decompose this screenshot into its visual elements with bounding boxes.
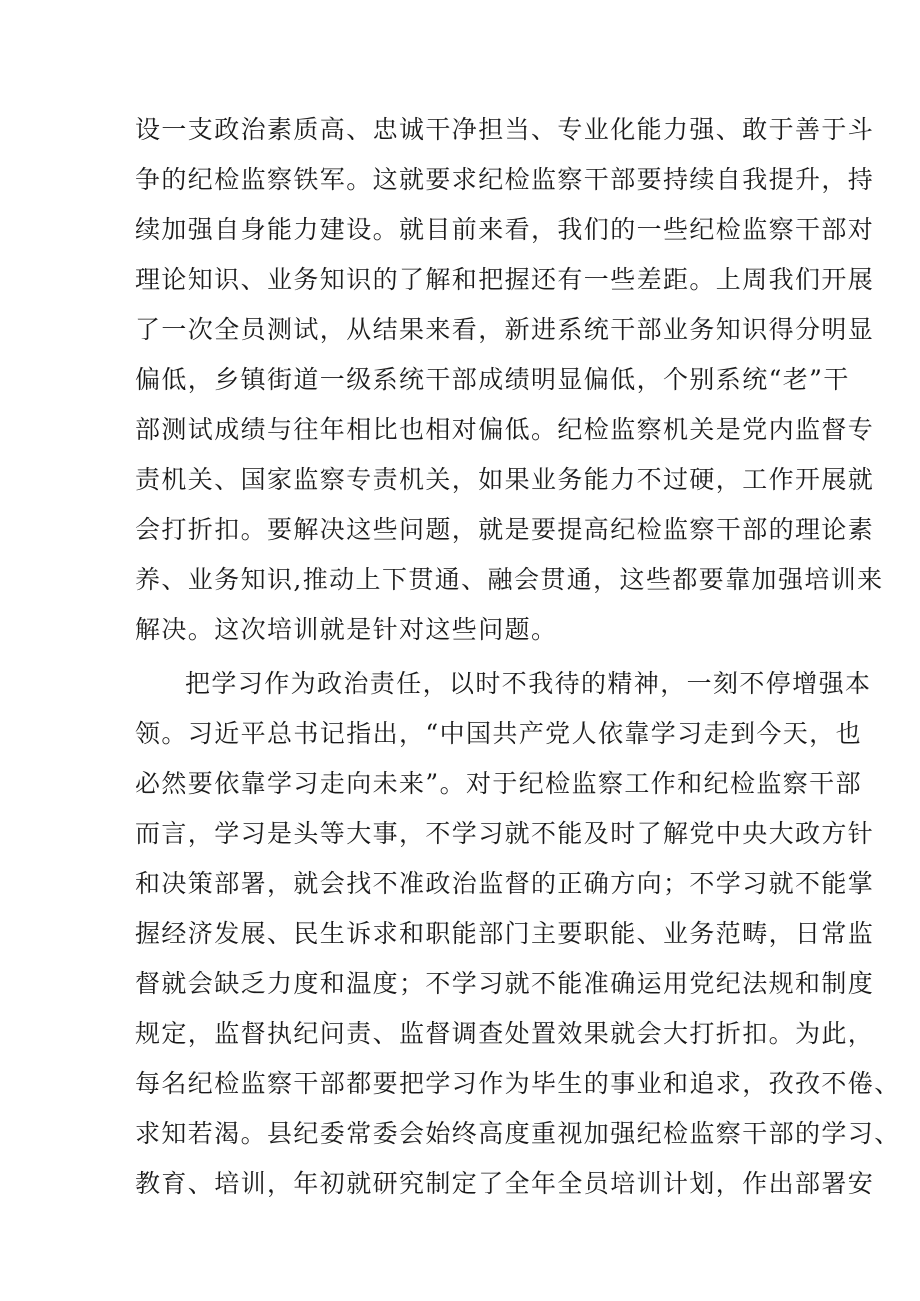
text-line-indented: 把学习作为政治责任，以时不我待的精神，一刻不停增强本 [185, 669, 872, 698]
text-line: 会打折扣。要解决这些问题，就是要提高纪检监察干部的理论素 [135, 515, 875, 544]
paragraph-2 [135, 659, 901, 1209]
text-line: 争的纪检监察铁军。这就要求纪检监察干部要持续自我提升，持 [135, 165, 875, 194]
text-line: 责机关、国家监察专责机关，如果业务能力不过硬，工作开展就 [135, 465, 875, 494]
text-line: 理论知识、业务知识的了解和把握还有一些差距。上周我们开展 [135, 265, 875, 294]
document-body [135, 105, 901, 1209]
text-line: 教育、培训，年初就研究制定了全年全员培训计划，作出部署安 [135, 1169, 875, 1198]
text-line: 督就会缺乏力度和温度；不学习就不能准确运用党纪法规和制度 [135, 969, 875, 998]
text-line: 续加强自身能力建设。就目前来看，我们的一些纪检监察干部对 [135, 215, 875, 244]
text-line: 必然要依靠学习走向未来”。对于纪检监察工作和纪检监察干部 [135, 769, 862, 798]
text-line: 每名纪检监察干部都要把学习作为毕生的事业和追求，孜孜不倦、 [135, 1069, 901, 1098]
text-line: 求知若渴。县纪委常委会始终高度重视加强纪检监察干部的学习、 [135, 1119, 901, 1148]
text-line: 设一支政治素质高、忠诚干净担当、专业化能力强、敢于善于斗 [135, 115, 875, 144]
text-line: 而言，学习是头等大事，不学习就不能及时了解党中央大政方针 [135, 819, 875, 848]
text-line: 领。习近平总书记指出，“中国共产党人依靠学习走到今天，也 [135, 719, 862, 748]
text-line: 养、业务知识,推动上下贯通、融会贯通，这些都要靠加强培训来 [135, 565, 884, 594]
text-line: 解决。这次培训就是针对这些问题。 [135, 615, 558, 644]
text-line: 握经济发展、民生诉求和职能部门主要职能、业务范畴，日常监 [135, 919, 875, 948]
text-line: 部测试成绩与往年相比也相对偏低。纪检监察机关是党内监督专 [135, 415, 875, 444]
text-line: 了一次全员测试，从结果来看，新进系统干部业务知识得分明显 [135, 315, 875, 344]
text-line: 规定，监督执纪问责、监督调查处置效果就会大打折扣。为此， [135, 1019, 875, 1048]
text-line: 和决策部署，就会找不准政治监督的正确方向；不学习就不能掌 [135, 869, 875, 898]
paragraph-1 [135, 105, 884, 655]
text-line: 偏低，乡镇街道一级系统干部成绩明显偏低，个别系统“老”干 [135, 365, 850, 394]
